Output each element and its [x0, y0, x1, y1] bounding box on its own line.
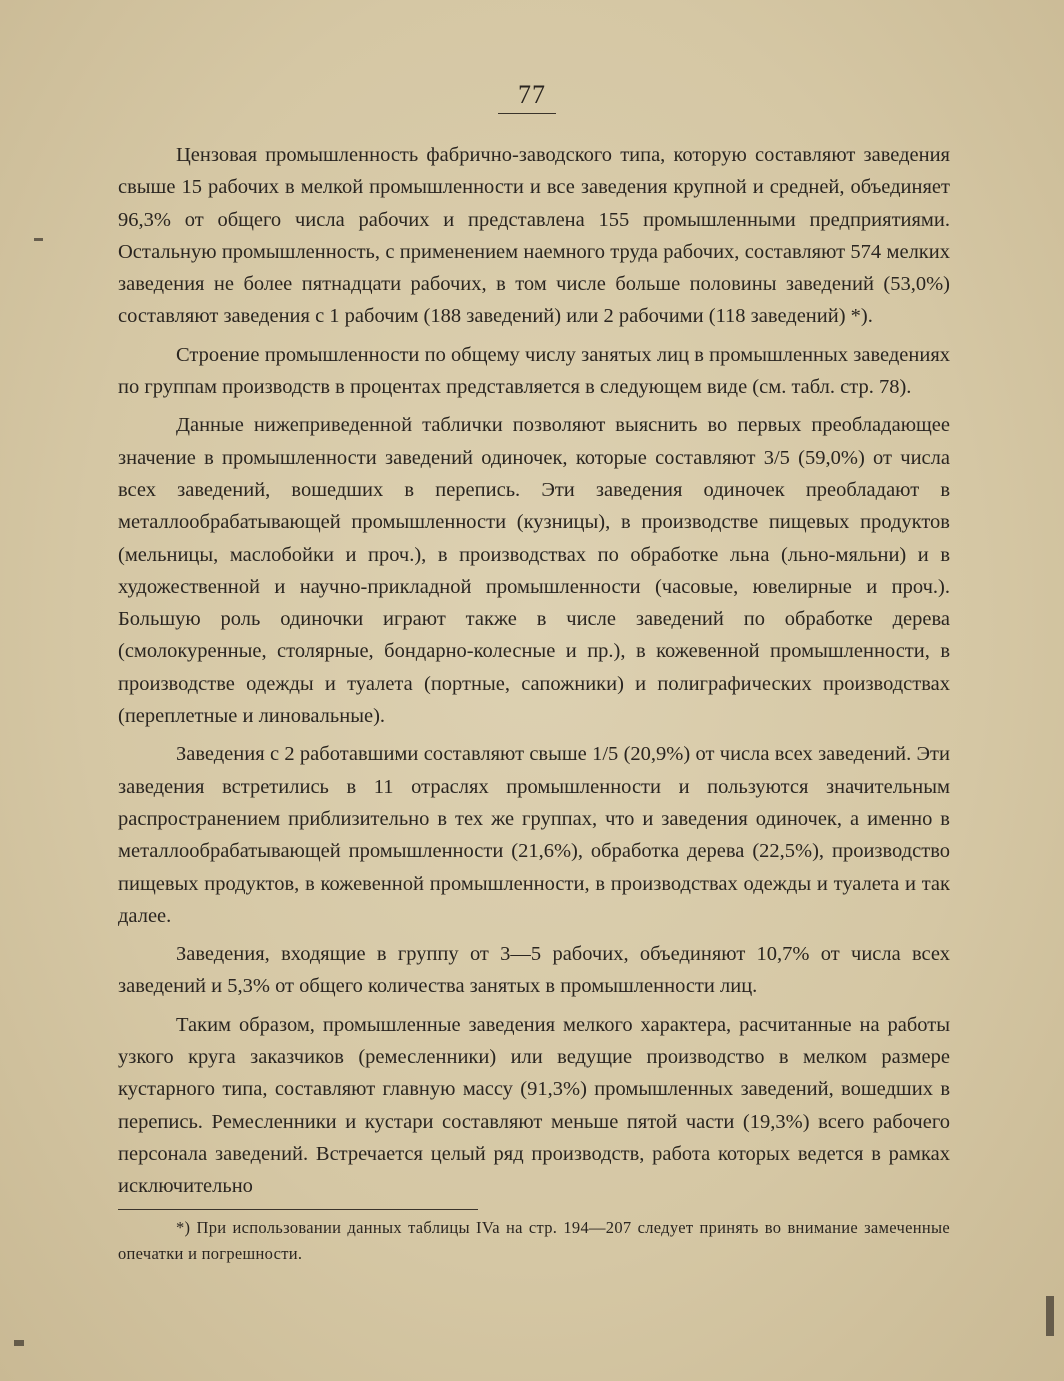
- footnote-divider: [118, 1209, 478, 1210]
- paragraph-3: Данные нижеприведенной таблички позволяют выяснить во первых преобладающее значение в промышленности заведений одиночек, которые составляют 3/5 (59,0%) от числа всех заведений, вошедших в перепись. Эти заведения одиночек преобладают в металлообрабатывающей промышленности (кузницы), в производстве пищевых продуктов (мельницы, маслобойки и проч.), в производствах по обработке льна (льно-мяльни) и в художественной и научно-прикладной промышленности (часовые, ювелирные и проч.). Большую роль одиночки играют также в числе заведений по обработке дерева (смолокуренные, столярные, бондарно-колесные и пр.), в кожевенной промышленности, в производстве одежды и туалета (портные, сапожники) и полиграфических производствах (переплетные и линовальные).: [118, 414, 950, 728]
- paragraph-2: Строение промышленности по общему числу занятых лиц в промышленных заведениях по группам производств в процентах представляется в следующем виде (см. табл. стр. 78).: [118, 343, 950, 399]
- paragraph-4: Заведения с 2 работавшими составляют свыше 1/5 (20,9%) от числа всех заведений. Эти заведения встретились в 11 отраслях промышленности и пользуются значительным распространением приблизительно в тех же группах, что и заведения одиночек, а именно в металлообрабатывающей промышленности (21,6%), обработка дерева (22,5%), производство пищевых продуктов, в кожевенной промышленности, в производствах одежды и туалета и так далее.: [118, 743, 950, 927]
- page-number-underline: [498, 113, 556, 114]
- margin-mark: [34, 238, 43, 241]
- page-number: 77: [518, 80, 546, 109]
- margin-mark: [14, 1340, 24, 1346]
- margin-mark: [1046, 1296, 1054, 1336]
- paragraph-5: Заведения, входящие в группу от 3—5 рабочих, объединяют 10,7% от числа всех заведений и 5,3% от общего количества занятых в промышленности лиц.: [118, 943, 950, 998]
- paragraph-1: Цензовая промышленность фабрично-заводского типа, которую составляют заведения свыше 15 рабочих в мелкой промышленности и все заведения крупной и средней, объединяет 96,3% от общего числа рабочих и представлена 155 промышленными предприятиями. Остальную промышленность, с применением наемного труда рабочих, составляют 574 мелких заведения не более пятнадцати рабочих, в том числе больше половины заведений (53,0%) составляют заведения с 1 рабочим (188 заведений) или 2 рабочими (118 заведений) *).: [118, 144, 950, 328]
- footnote: *) При использовании данных таблицы IVa на стр. 194—207 следует принять во внимание замеченные опечатки и погрешности.: [118, 1218, 950, 1263]
- body-text: [118, 139, 950, 1209]
- paragraph-6: Таким образом, промышленные заведения мелкого характера, расчитанные на работы узкого круга заказчиков (ремесленники) или ведущие производство в мелком размере кустарного типа, составляют главную массу (91,3%) промышленных заведений, вошедших в перепись. Ремесленники и кустари составляют меньше пятой части (19,3%) всего рабочего персонала заведений. Встречается целый ряд производств, работа которых ведется в рамках исключительно: [118, 1013, 950, 1198]
